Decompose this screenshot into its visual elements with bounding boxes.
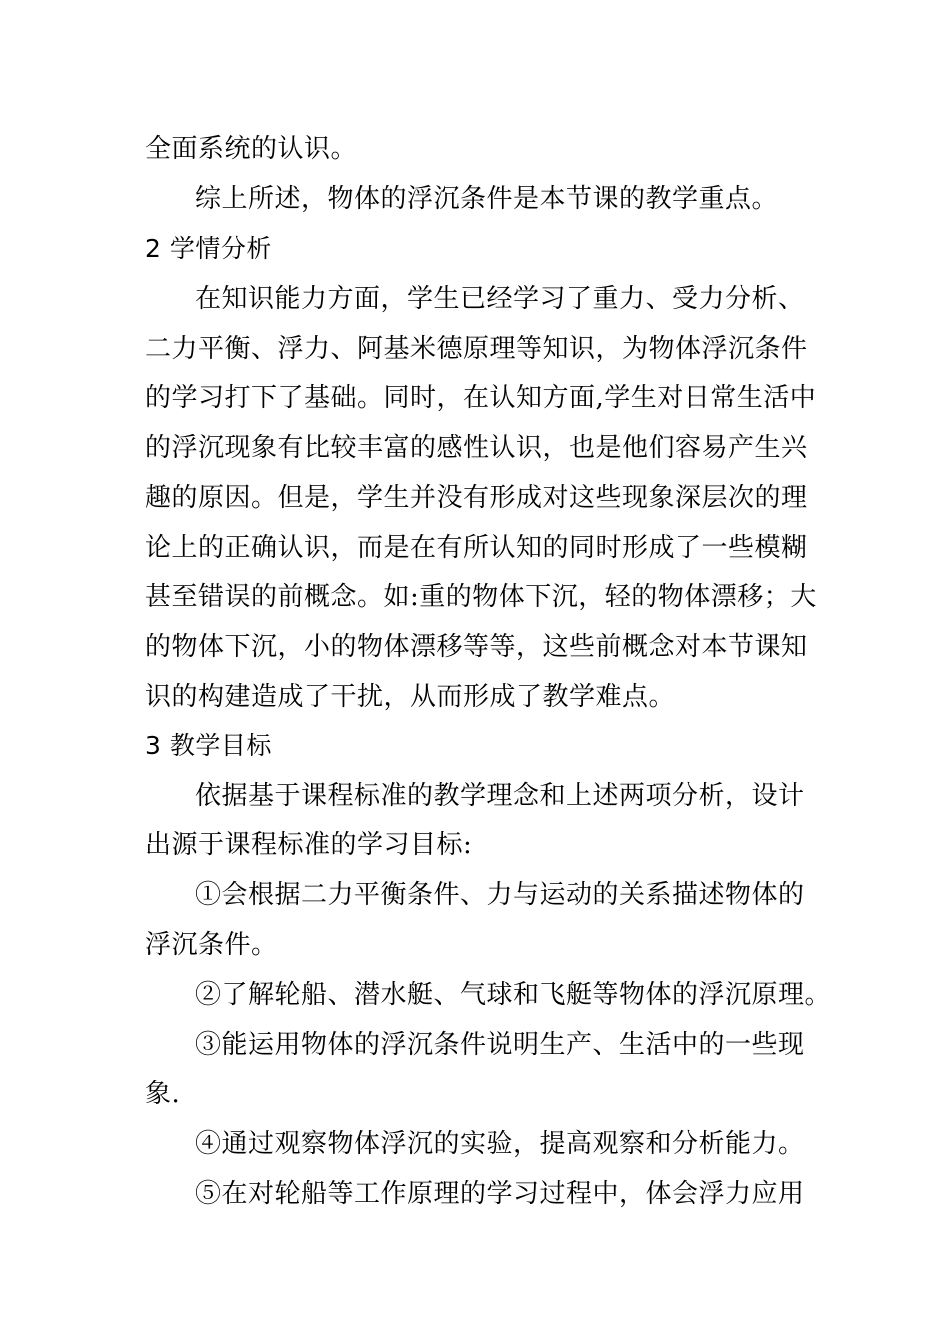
- paragraph-line: 二力平衡、浮力、阿基米德原理等知识，为物体浮沉条件: [145, 334, 808, 364]
- section-heading-learning-analysis: 2 学情分析: [145, 234, 272, 263]
- objective-item-2: ②了解轮船、潜水艇、气球和飞艇等物体的浮沉原理。: [195, 980, 832, 1010]
- objective-item-1: ①会根据二力平衡条件、力与运动的关系描述物体的: [195, 880, 805, 910]
- section-heading-teaching-objectives: 3 教学目标: [145, 731, 272, 760]
- paragraph-line: 综上所述，物体的浮沉条件是本节课的教学重点。: [195, 184, 779, 214]
- paragraph-line: 论上的正确认识，而是在有所认知的同时形成了一些模糊: [145, 533, 808, 563]
- paragraph-line: 全面系统的认识。: [145, 134, 358, 164]
- paragraph-line: 趣的原因。但是，学生并没有形成对这些现象深层次的理: [145, 483, 808, 513]
- paragraph-line: 的浮沉现象有比较丰富的感性认识，也是他们容易产生兴: [145, 433, 808, 463]
- paragraph-line: 浮沉条件。: [145, 930, 278, 960]
- paragraph-line: 识的构建造成了干扰，从而形成了教学难点。: [145, 682, 676, 712]
- paragraph-line: 甚至错误的前概念。如:重的物体下沉，轻的物体漂移；大: [145, 582, 817, 612]
- paragraph-line: 象.: [145, 1079, 181, 1109]
- objective-item-5: ⑤在对轮船等工作原理的学习过程中，体会浮力应用: [195, 1179, 805, 1209]
- paragraph-line: 在知识能力方面，学生已经学习了重力、受力分析、: [195, 284, 805, 314]
- paragraph-line: 的物体下沉，小的物体漂移等等，这些前概念对本节课知: [145, 632, 808, 662]
- objective-item-3: ③能运用物体的浮沉条件说明生产、生活中的一些现: [195, 1030, 805, 1060]
- paragraph-line: 出源于课程标准的学习目标:: [145, 830, 473, 860]
- paragraph-line: 的学习打下了基础。同时，在认知方面,学生对日常生活中: [145, 383, 817, 413]
- paragraph-line: 依据基于课程标准的教学理念和上述两项分析，设计: [195, 781, 805, 811]
- objective-item-4: ④通过观察物体浮沉的实验，提高观察和分析能力。: [195, 1129, 805, 1159]
